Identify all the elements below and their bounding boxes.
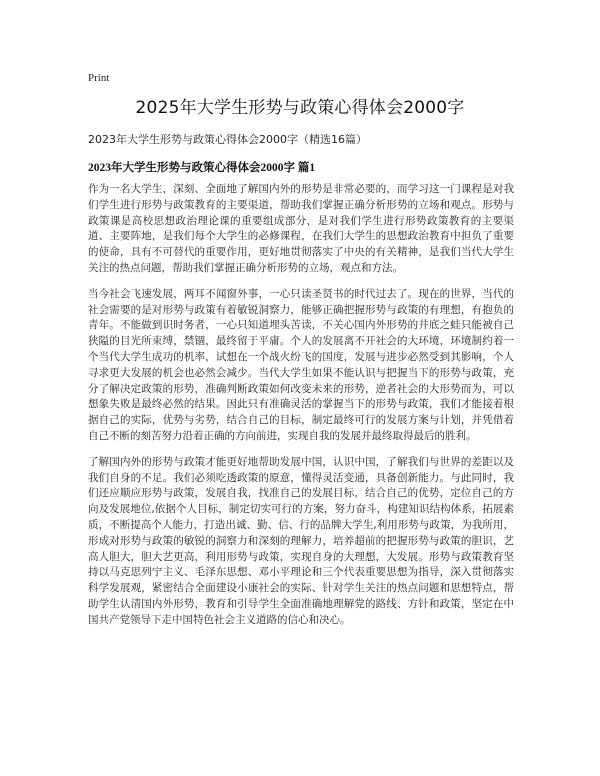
document-subtitle: 2023年大学生形势与政策心得体会2000字（精选16篇） — [88, 133, 367, 146]
article-body — [88, 182, 514, 639]
paragraph-2: 当今社会飞速发展，两耳不闻窗外事，一心只读圣贤书的时代过去了。现在的世界，当代的社会需要的是对形势与政策有着敏锐洞察力，能够正确把握形势与政策的有理想，有抱负的青年。不能做到识时务者，一心只知道埋头苦读，不关心国内外形势的井底之蛙只能被自己狭隘的目光所束缚，禁锢，最终留于平庸。个人的发展离不开社会的大环境，环境制约着一个当代大学生成功的机率，试想在一个战火纷飞的国度，发展与进步必然受到其影响，个人寻求更大发展的机会也必然会减少。当代大学生如果不能认识与把握当下的形势与政策，充分了解决定政策的形势，准确判断政策如何改变未来的形势，逆者社会的大形势而为，可以想象失败是最终必然的结果。因此只有准确灵活的掌握当下的形势与政策，我们才能接着根据自己的实际，优势与劣势，结合自己的目标，制定最终可行的发展方案与计划，并凭借着自己不断的刻苦努力沿着正确的方向前进，实现自我的发展并最终取得最后的胜利。 — [88, 287, 514, 442]
section-heading: 2023年大学生形势与政策心得体会2000字 篇1 — [88, 162, 316, 174]
paragraph-1: 作为一名大学生，深刻、全面地了解国内外的形势是非常必要的，而学习这一门课程是对我们学生进行形势与政策教育的主要渠道，帮助我们掌握正确分析形势的立场和观点。形势与政策课是高校思想政治理论课的重要组成部分，是对我们学生进行形势政策教育的主要渠道、主要阵地，是我们每个大学生的必修课程，在我们大学生的思想政治教育中担负了重要的使命，具有不可替代的重要作用，更好地贯彻落实了中央的有关精神，是我们当代大学生关注的热点问题，帮助我们掌握正确分析形势的立场，观点和方法。 — [88, 183, 514, 274]
paragraph-3: 了解国内外的形势与政策才能更好地帮助发展中国，认识中国，了解我们与世界的差距以及我们自身的不足。我们必须吃透政策的原意，懂得灵活变通，具备创新能力。与此同时，我们还应顺应形势与政策，发展自我，找准自己的发展目标，结合自己的优势，定位自己的方向及发展地位,依据个人目标，制定切实可行的方案，努力奋斗，构建知识结构体系，拓展素质，不断提高个人能力，打造出诚、勤、信、行的品牌大学生,利用形势与政策，为我所用，形成对形势与政策的敏锐的洞察力和深刻的理解力，培养超前的把握形势与政策的胆识，艺高人胆大，胆大艺更高，利用形势与政策，实现自身的大理想，大发展。形势与政策教育坚持以马克思列宁主义、毛泽东思想、邓小平理论和三个代表重要思想为指导，深入贯彻落实科学发展观，紧密结合全面建设小康社会的实际、针对学生关注的热点问题和思想特点，帮助学生认清国内外形势，教育和引导学生全面准确地理解党的路线、方针和政策，坚定在中国共产党领导下走中国特色社会主义道路的信心和决心。 — [88, 455, 514, 626]
print-link[interactable]: Print — [88, 72, 110, 84]
page-title: 2025年大学生形势与政策心得体会2000字 — [135, 98, 465, 118]
